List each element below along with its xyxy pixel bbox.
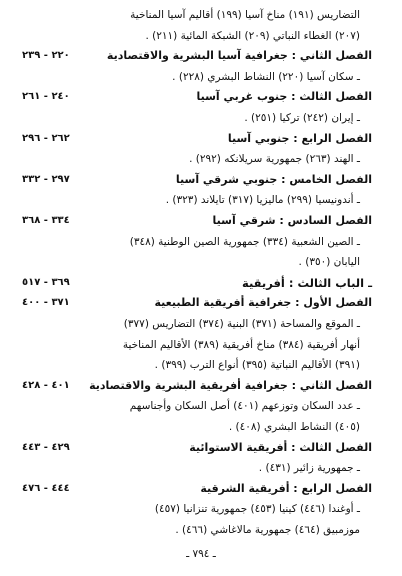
entry-title: التضاريس (١٩١) مناخ آسيا (١٩٩) أقاليم آسيا المناخية	[130, 9, 360, 21]
entry-title: (٢٠٧) الغطاء النباتي (٢٠٩) الشبكة المائية (٢١١) .	[145, 29, 360, 42]
chapter-heading	[22, 132, 372, 146]
toc-text-line	[22, 461, 360, 475]
entry-title: (٤٠٥) النشاط البشري (٤٠٨) .	[228, 421, 360, 433]
entry-title: ـ عدد السكان وتوزعهم (٤٠١) أصل السكان وأجناسهم	[129, 400, 360, 413]
entry-title: موزمبيق (٤٦٤) جمهورية مالاغاشي (٤٦٦) .	[175, 524, 360, 536]
entry-title: اليابان (٣٥٠) .	[298, 256, 360, 269]
toc-text-line	[22, 29, 360, 43]
entry-title: الفصل الخامس : جنوبي شرقي آسيا	[175, 172, 372, 186]
toc-text-line	[22, 338, 360, 352]
entry-title: الفصل السادس : شرقي آسيا	[212, 214, 372, 227]
page-range: ٤٠١ - ٤٢٨	[22, 379, 70, 391]
entry-title: ـ أندونيسيا (٢٩٩) ماليزيا (٣١٧) تايلاند (٣٢٣) .	[165, 194, 360, 207]
toc-text-line	[22, 193, 360, 207]
entry-title: الفصل الثاني : جغرافية آسيا البشرية والاقتصادية	[106, 49, 372, 63]
entry-title: ـ الباب الثالث : أفريقية	[241, 275, 372, 290]
chapter-heading	[22, 296, 372, 310]
chapter-heading	[22, 173, 372, 187]
chapter-heading	[22, 482, 372, 496]
page-range: ٣٦٩ - ٥١٧	[22, 276, 70, 288]
page-range: ٤٤٤ - ٤٧٦	[22, 482, 70, 494]
chapter-heading	[22, 90, 372, 104]
page-range: ٢٤٠ - ٢٦١	[22, 91, 70, 103]
chapter-heading	[22, 441, 372, 455]
toc-text-line	[22, 399, 360, 413]
entry-title: ـ جمهورية زائير (٤٣١) .	[258, 462, 360, 475]
entry-title: الفصل الأول : جغرافية أفريقية الطبيعية	[154, 296, 372, 310]
toc-text-line	[22, 235, 360, 249]
toc-text-line	[22, 255, 360, 269]
entry-title: الفصل الثالث : جنوب غربي آسيا	[196, 90, 372, 104]
entry-title: (٣٩١) الأقاليم النباتية (٣٩٥) أنواع الترب (٣٩٩) .	[154, 359, 360, 372]
page-number: ـ ٧٩٤ ـ	[186, 548, 216, 560]
toc-text-line	[22, 358, 360, 372]
entry-title: الفصل الرابع : جنوبي آسيا	[227, 131, 372, 145]
entry-title: ـ الهند (٢٦٣) جمهورية سريلانكه (٢٩٢) .	[189, 153, 360, 166]
entry-title: أنهار أفريقية (٣٨٤) مناخ أفريقية (٣٨٩) الأقاليم المناخية	[122, 338, 360, 351]
chapter-heading	[22, 379, 372, 393]
page-range: ٤٢٩ - ٤٤٣	[22, 441, 70, 453]
page-range: ٣٣٤ - ٣٦٨	[22, 215, 70, 226]
entry-title: ـ سكان آسيا (٢٢٠) النشاط البشري (٢٢٨) .	[172, 70, 360, 83]
entry-title: الفصل الثاني : جغرافية أفريقية البشرية والاقتصادية	[89, 378, 372, 392]
chapter-heading	[22, 214, 372, 228]
entry-title: ـ أوغندا (٤٤٦) كينيا (٤٥٣) جمهورية تنزانيا (٤٥٧)	[154, 503, 360, 516]
page-range: ٢٢٠ - ٢٣٩	[22, 50, 70, 62]
entry-title: ـ الصين الشعبية (٣٣٤) جمهورية الصين الوطنية (٣٤٨)	[129, 235, 360, 248]
page-range: ٣٧١ - ٤٠٠	[22, 297, 70, 309]
part-heading	[22, 276, 372, 290]
entry-title: ـ الموقع والمساحة (٣٧١) البنية (٣٧٤) التضاريس (٣٧٧)	[123, 318, 360, 330]
toc-text-line	[22, 70, 360, 84]
entry-title: الفصل الرابع : أفريقية الشرقية	[200, 481, 372, 495]
entry-title: ـ إيران (٢٤٢) تركيا (٢٥١) .	[244, 112, 360, 124]
toc-text-line	[22, 420, 360, 434]
toc-text-line	[22, 502, 360, 516]
toc-text-line	[22, 152, 360, 166]
toc-text-line	[22, 317, 360, 331]
toc-text-line	[22, 111, 360, 125]
chapter-heading	[22, 49, 372, 63]
toc-text-line	[22, 523, 360, 537]
toc-text-line	[22, 8, 360, 22]
entry-title: الفصل الثالث : أفريقية الاستوائية	[189, 440, 372, 454]
page-range: ٢٦٢ - ٢٩٦	[22, 132, 70, 144]
page-range: ٢٩٧ - ٣٣٢	[22, 173, 70, 185]
